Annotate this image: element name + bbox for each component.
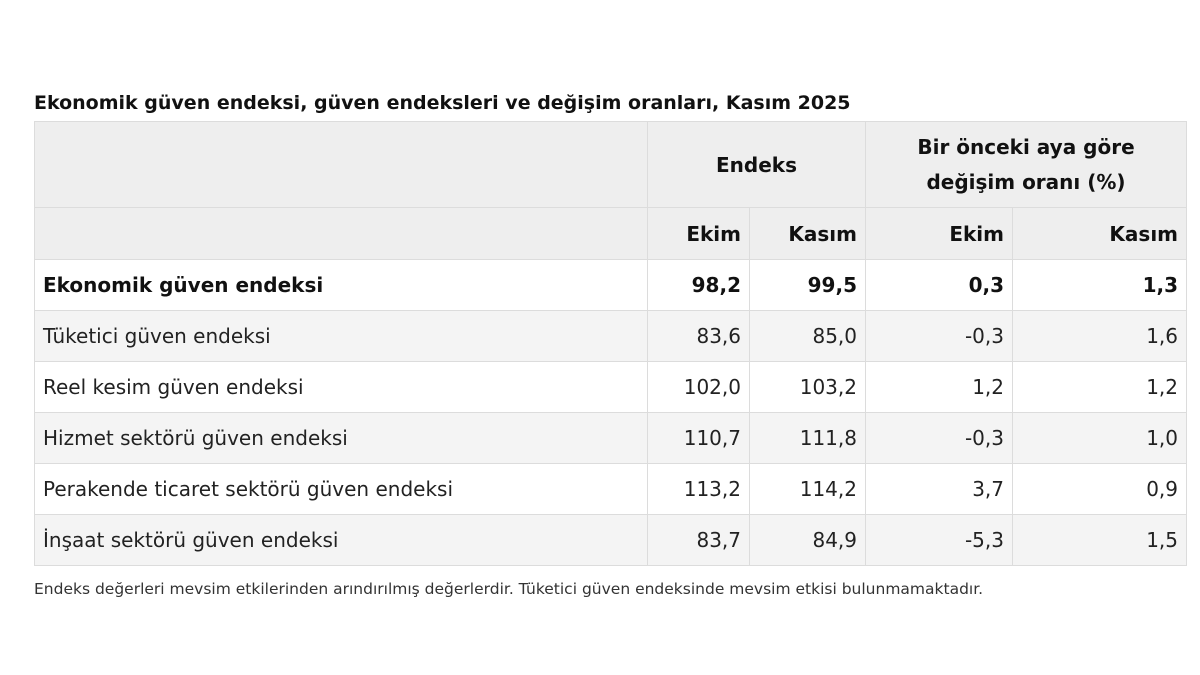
header-group-change: Bir önceki aya göre değişim oranı (%) — [866, 122, 1187, 208]
header-index-kasim: Kasım — [750, 208, 866, 260]
change-kasim-value: 1,3 — [1013, 260, 1187, 311]
change-kasim-value: 1,0 — [1013, 413, 1187, 464]
change-ekim-value: -0,3 — [866, 413, 1013, 464]
change-ekim-value: -5,3 — [866, 515, 1013, 566]
row-label: İnşaat sektörü güven endeksi — [35, 515, 648, 566]
change-ekim-value: -0,3 — [866, 311, 1013, 362]
table-title: Ekonomik güven endeksi, güven endeksleri ve değişim oranları, Kasım 2025 — [34, 92, 851, 114]
table-row — [35, 260, 1187, 311]
header-row-groups — [35, 122, 1187, 208]
header-change-ekim: Ekim — [866, 208, 1013, 260]
table-row — [35, 311, 1187, 362]
index-ekim-value: 83,7 — [648, 515, 750, 566]
index-ekim-value: 110,7 — [648, 413, 750, 464]
confidence-index-table — [34, 121, 1187, 566]
index-kasim-value: 114,2 — [750, 464, 866, 515]
change-ekim-value: 3,7 — [866, 464, 1013, 515]
change-kasim-value: 1,2 — [1013, 362, 1187, 413]
table-row — [35, 362, 1187, 413]
change-kasim-value: 1,5 — [1013, 515, 1187, 566]
change-kasim-value: 1,6 — [1013, 311, 1187, 362]
row-label: Perakende ticaret sektörü güven endeksi — [35, 464, 648, 515]
index-kasim-value: 84,9 — [750, 515, 866, 566]
header-group-index: Endeks — [648, 122, 866, 208]
row-label: Reel kesim güven endeksi — [35, 362, 648, 413]
index-kasim-value: 85,0 — [750, 311, 866, 362]
index-kasim-value: 99,5 — [750, 260, 866, 311]
table-row — [35, 413, 1187, 464]
footnote: Endeks değerleri mevsim etkilerinden arındırılmış değerlerdir. Tüketici güven endeksinde mevsim etkisi bulunmamaktadır. — [34, 580, 984, 598]
index-kasim-value: 103,2 — [750, 362, 866, 413]
row-label: Tüketici güven endeksi — [35, 311, 648, 362]
index-ekim-value: 113,2 — [648, 464, 750, 515]
change-ekim-value: 0,3 — [866, 260, 1013, 311]
index-ekim-value: 102,0 — [648, 362, 750, 413]
header-row-months — [35, 208, 1187, 260]
change-ekim-value: 1,2 — [866, 362, 1013, 413]
table-row — [35, 464, 1187, 515]
header-empty-cell — [35, 122, 648, 208]
row-label: Hizmet sektörü güven endeksi — [35, 413, 648, 464]
row-label: Ekonomik güven endeksi — [35, 260, 648, 311]
index-kasim-value: 111,8 — [750, 413, 866, 464]
table-row — [35, 515, 1187, 566]
header-index-ekim: Ekim — [648, 208, 750, 260]
change-kasim-value: 0,9 — [1013, 464, 1187, 515]
index-ekim-value: 83,6 — [648, 311, 750, 362]
header-empty-cell — [35, 208, 648, 260]
index-ekim-value: 98,2 — [648, 260, 750, 311]
header-change-kasim: Kasım — [1013, 208, 1187, 260]
